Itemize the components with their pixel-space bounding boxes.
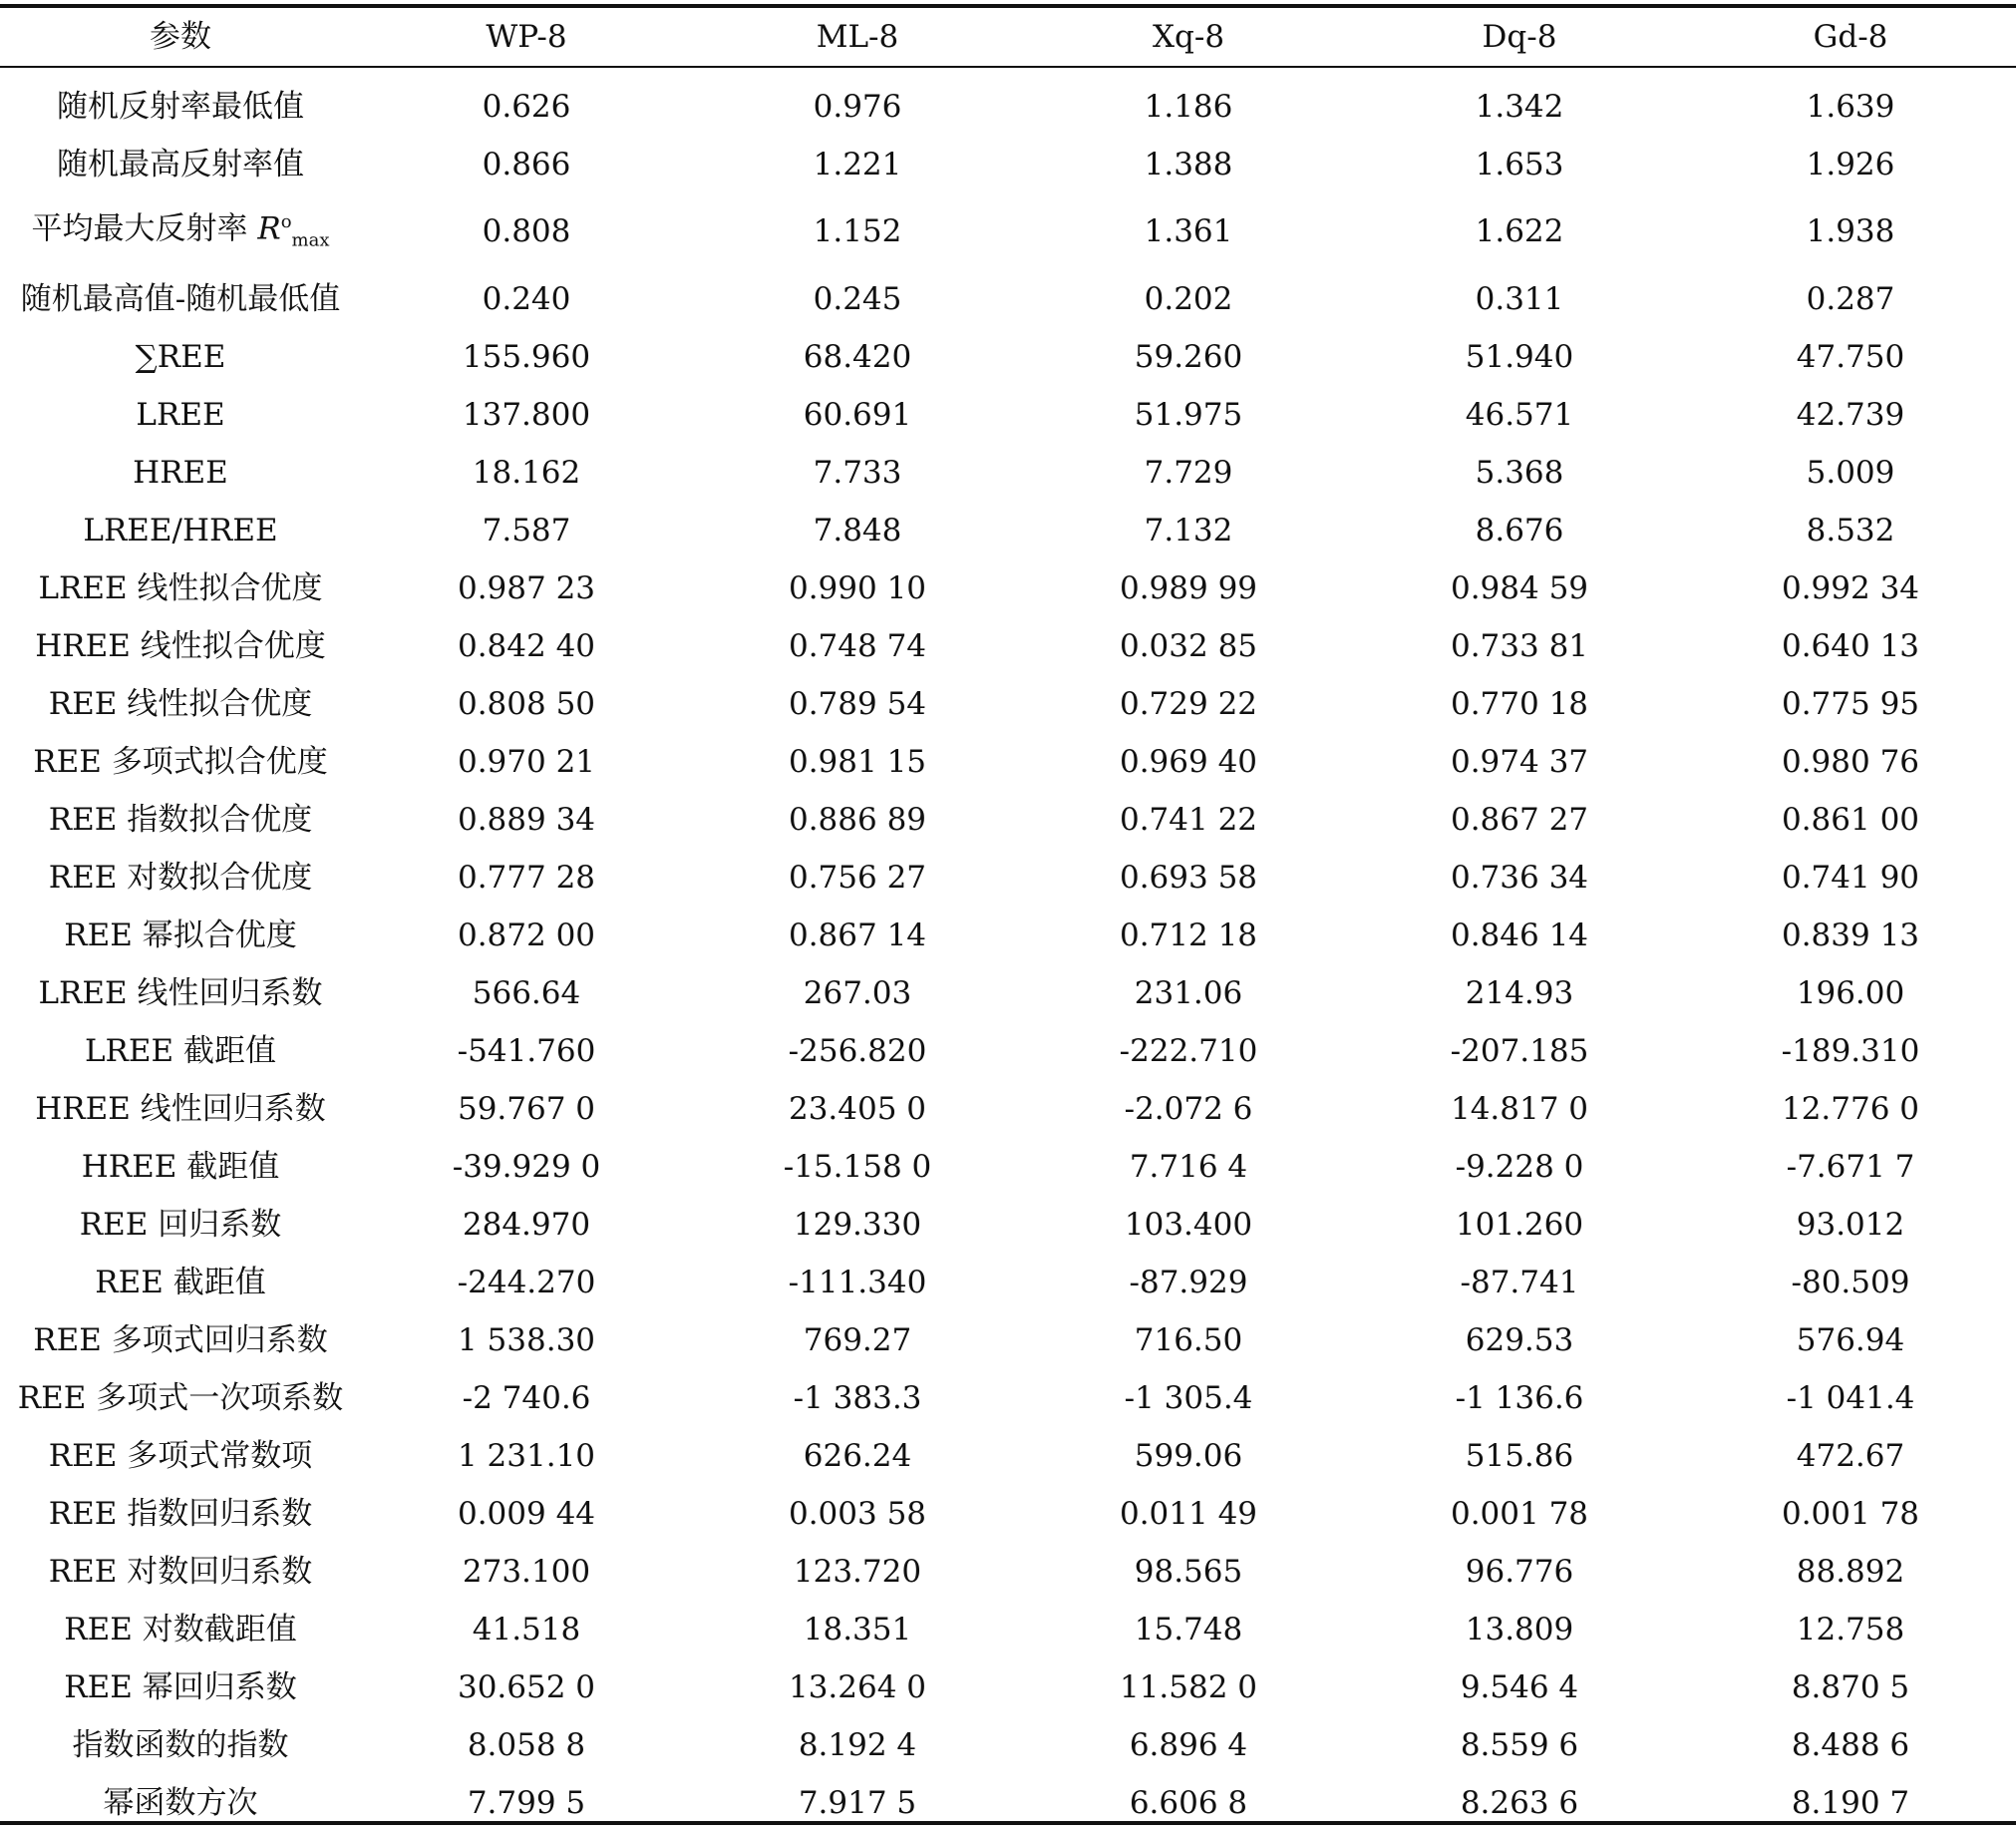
- table-cell: -222.710: [1119, 1032, 1258, 1069]
- table-row: [0, 193, 2016, 270]
- table-cell: 0.969 40: [1119, 743, 1258, 780]
- row-label-text: HREE 线性回归系数: [35, 1090, 326, 1127]
- table-row: [0, 136, 2016, 193]
- table-cell: 46.571: [1465, 396, 1574, 433]
- row-label-text: REE 截距值: [95, 1264, 266, 1300]
- row-label-text: REE 回归系数: [79, 1206, 282, 1243]
- table-cell: 0.640 13: [1781, 627, 1920, 664]
- row-label-text: ∑REE: [135, 338, 226, 375]
- row-label: [0, 66, 361, 136]
- table-cell: 13.264 0: [788, 1668, 927, 1705]
- table-row: [0, 1254, 2016, 1311]
- table-row: [0, 444, 2016, 502]
- table-row: [0, 1138, 2016, 1196]
- table-cell: 0.861 00: [1781, 801, 1920, 838]
- table-cell: 576.94: [1796, 1321, 1905, 1358]
- table-row: [0, 617, 2016, 675]
- row-label-text: REE 对数回归系数: [48, 1553, 313, 1590]
- table-cell: 0.808 50: [457, 685, 596, 722]
- table-cell: 0.980 76: [1781, 743, 1920, 780]
- table-row: [0, 849, 2016, 907]
- table-cell: -39.929 0: [452, 1148, 601, 1185]
- table-cell: 1.639: [1806, 89, 1895, 125]
- row-label: [0, 1254, 361, 1311]
- table-row: [0, 1485, 2016, 1543]
- row-label: [0, 1543, 361, 1601]
- table-cell: 8.058 8: [467, 1726, 586, 1763]
- row-label-text: HREE 线性拟合优度: [35, 627, 326, 664]
- table-cell: 1.622: [1475, 213, 1564, 250]
- row-label-subscript: max: [291, 229, 330, 251]
- table-cell: 0.733 81: [1450, 627, 1589, 664]
- row-label: [0, 733, 361, 791]
- row-label-text: REE 多项式回归系数: [33, 1321, 328, 1358]
- table-cell: 12.776 0: [1781, 1090, 1920, 1127]
- table-cell: 273.100: [462, 1553, 591, 1590]
- table-cell: 0.001 78: [1781, 1495, 1920, 1532]
- table-cell: 0.011 49: [1119, 1495, 1258, 1532]
- table-row: [0, 328, 2016, 386]
- table-row: [0, 386, 2016, 444]
- table-cell: 96.776: [1465, 1553, 1574, 1590]
- table-cell: 196.00: [1796, 974, 1905, 1011]
- row-label-text: REE 对数截距值: [64, 1611, 297, 1648]
- table-cell: 129.330: [793, 1206, 922, 1243]
- table-cell: 0.867 14: [788, 916, 927, 953]
- table-cell: 515.86: [1465, 1437, 1574, 1474]
- table-cell: -7.671 7: [1786, 1148, 1915, 1185]
- row-label: [0, 907, 361, 964]
- table-cell: -80.509: [1791, 1264, 1910, 1300]
- table-cell: -1 383.3: [793, 1379, 922, 1416]
- table-cell: 626.24: [803, 1437, 912, 1474]
- table-cell: 7.848: [813, 512, 902, 549]
- table-cell: 59.767 0: [457, 1090, 596, 1127]
- row-label: [0, 444, 361, 502]
- table-cell: 9.546 4: [1460, 1668, 1579, 1705]
- table-cell: 137.800: [462, 396, 591, 433]
- row-label: [0, 964, 361, 1022]
- table-cell: 6.606 8: [1129, 1784, 1248, 1821]
- row-label: [0, 1427, 361, 1485]
- table-row: [0, 1601, 2016, 1658]
- header-cell-ml8: ML-8: [816, 19, 899, 55]
- table-cell: 0.693 58: [1119, 859, 1258, 896]
- table-cell: 47.750: [1796, 338, 1905, 375]
- row-label: [0, 502, 361, 559]
- table-cell: 5.368: [1475, 454, 1564, 491]
- table-cell: 8.488 6: [1791, 1726, 1910, 1763]
- table-cell: -189.310: [1781, 1032, 1920, 1069]
- table-row: [0, 1080, 2016, 1138]
- table-cell: 0.970 21: [457, 743, 596, 780]
- table-cell: -9.228 0: [1455, 1148, 1584, 1185]
- table-cell: 8.532: [1806, 512, 1895, 549]
- table-row: [0, 1022, 2016, 1080]
- table-cell: 1.938: [1806, 213, 1895, 250]
- table-cell: 68.420: [803, 338, 912, 375]
- table-cell: 0.736 34: [1450, 859, 1589, 896]
- row-label-text: 随机最高值-随机最低值: [20, 280, 341, 317]
- table-cell: 1.388: [1144, 147, 1233, 183]
- table-cell: 0.989 99: [1119, 569, 1258, 606]
- row-label: [0, 617, 361, 675]
- table-row: [0, 964, 2016, 1022]
- table-cell: 7.917 5: [798, 1784, 917, 1821]
- header-cell-xq8: Xq-8: [1152, 19, 1225, 55]
- row-label-text: 随机最高反射率值: [57, 147, 304, 183]
- table-row: [0, 907, 2016, 964]
- row-label-text: REE 幂回归系数: [64, 1668, 297, 1705]
- table-cell: 599.06: [1134, 1437, 1243, 1474]
- table-row: [0, 559, 2016, 617]
- table-cell: 51.975: [1134, 396, 1243, 433]
- table-cell: 0.866: [482, 147, 571, 183]
- row-label: [0, 386, 361, 444]
- row-label: [0, 1196, 361, 1254]
- table-cell: 12.758: [1796, 1611, 1905, 1648]
- table-cell: 1.361: [1144, 213, 1233, 250]
- row-label-text: 指数函数的指数: [72, 1726, 289, 1763]
- table-cell: 0.990 10: [788, 569, 927, 606]
- table-cell: 566.64: [472, 974, 581, 1011]
- table-cell: 11.582 0: [1119, 1668, 1258, 1705]
- table-cell: -87.929: [1129, 1264, 1248, 1300]
- table-cell: 284.970: [462, 1206, 591, 1243]
- table-cell: 103.400: [1124, 1206, 1253, 1243]
- row-label-text: REE 指数回归系数: [48, 1495, 313, 1532]
- table-cell: 7.799 5: [467, 1784, 586, 1821]
- table-cell: 0.992 34: [1781, 569, 1920, 606]
- table-cell: 0.867 27: [1450, 801, 1589, 838]
- row-label-text: LREE 线性回归系数: [38, 974, 323, 1011]
- table-row: [0, 1427, 2016, 1485]
- table-cell: -15.158 0: [783, 1148, 932, 1185]
- table-cell: 629.53: [1465, 1321, 1574, 1358]
- row-label-text: HREE: [133, 454, 228, 491]
- row-label: [0, 193, 361, 270]
- table-cell: 7.132: [1144, 512, 1233, 549]
- table-cell: 60.691: [803, 396, 912, 433]
- table-cell: 472.67: [1796, 1437, 1905, 1474]
- row-label-text: 幂函数方次: [103, 1784, 258, 1821]
- row-label: [0, 1022, 361, 1080]
- table-cell: 231.06: [1134, 974, 1243, 1011]
- table-cell: 0.245: [813, 280, 902, 317]
- table-cell: 0.712 18: [1119, 916, 1258, 953]
- table-cell: 769.27: [803, 1321, 912, 1358]
- row-label: [0, 559, 361, 617]
- row-label-text: REE 多项式一次项系数: [17, 1379, 344, 1416]
- row-label: [0, 791, 361, 849]
- table-cell: 0.741 90: [1781, 859, 1920, 896]
- parameter-table: [0, 8, 2016, 1832]
- table-row: [0, 791, 2016, 849]
- table-cell: 0.001 78: [1450, 1495, 1589, 1532]
- header-cell-dq8: Dq-8: [1482, 19, 1557, 55]
- table-cell: 0.009 44: [457, 1495, 596, 1532]
- row-label-text: LREE: [136, 396, 225, 433]
- table-cell: -541.760: [457, 1032, 596, 1069]
- row-label: [0, 1369, 361, 1427]
- table-cell: 0.974 37: [1450, 743, 1589, 780]
- table-cell: -87.741: [1460, 1264, 1579, 1300]
- table-cell: 0.287: [1806, 280, 1895, 317]
- table-cell: -256.820: [788, 1032, 927, 1069]
- row-label: [0, 136, 361, 193]
- table-cell: 0.748 74: [788, 627, 927, 664]
- table-row: [0, 1716, 2016, 1774]
- header-cell-wp8: WP-8: [486, 19, 567, 55]
- table-cell: -207.185: [1450, 1032, 1589, 1069]
- table-cell: 0.756 27: [788, 859, 927, 896]
- row-label-text: LREE 截距值: [84, 1032, 277, 1069]
- table-cell: -1 136.6: [1455, 1379, 1584, 1416]
- table-cell: 0.842 40: [457, 627, 596, 664]
- table-cell: 1 538.30: [457, 1321, 596, 1358]
- table-cell: 716.50: [1134, 1321, 1243, 1358]
- table-cell: 1.653: [1475, 147, 1564, 183]
- table-cell: 0.777 28: [457, 859, 596, 896]
- header-cell-param: 参数: [150, 19, 211, 55]
- table-cell: 8.676: [1475, 512, 1564, 549]
- row-label-superscript: o: [280, 211, 292, 232]
- header-row: [0, 8, 2016, 66]
- table-cell: 41.518: [472, 1611, 581, 1648]
- row-label: [0, 675, 361, 733]
- row-label: [0, 1658, 361, 1716]
- table-cell: 1.926: [1806, 147, 1895, 183]
- table-cell: 7.729: [1144, 454, 1233, 491]
- row-label-text: LREE 线性拟合优度: [38, 569, 323, 606]
- table-cell: -111.340: [788, 1264, 927, 1300]
- table-cell: 1.152: [813, 213, 902, 250]
- table-cell: 7.716 4: [1129, 1148, 1248, 1185]
- row-label-text: HREE 截距值: [81, 1148, 280, 1185]
- table-row: [0, 675, 2016, 733]
- table-cell: 0.032 85: [1119, 627, 1258, 664]
- row-label-symbol: R: [257, 210, 281, 247]
- table-row: [0, 1369, 2016, 1427]
- table-cell: 0.872 00: [457, 916, 596, 953]
- table-row: [0, 1658, 2016, 1716]
- table-cell: -1 305.4: [1124, 1379, 1253, 1416]
- table-cell: 1 231.10: [457, 1437, 596, 1474]
- table-row: [0, 66, 2016, 136]
- row-label-text: REE 多项式常数项: [48, 1437, 313, 1474]
- table-cell: 0.003 58: [788, 1495, 927, 1532]
- table-cell: 101.260: [1455, 1206, 1584, 1243]
- table-row: [0, 502, 2016, 559]
- table-row: [0, 1311, 2016, 1369]
- table-cell: 93.012: [1796, 1206, 1905, 1243]
- table-cell: 88.892: [1796, 1553, 1905, 1590]
- table-cell: 5.009: [1806, 454, 1895, 491]
- table-cell: 0.808: [482, 213, 571, 250]
- table-row: [0, 1774, 2016, 1832]
- table-cell: 267.03: [803, 974, 912, 1011]
- table-cell: 8.192 4: [798, 1726, 917, 1763]
- table-cell: 8.263 6: [1460, 1784, 1579, 1821]
- row-label: [0, 849, 361, 907]
- table-row: [0, 1196, 2016, 1254]
- row-label: [0, 1716, 361, 1774]
- table-cell: 98.565: [1134, 1553, 1243, 1590]
- table-cell: 23.405 0: [788, 1090, 927, 1127]
- table-cell: 14.817 0: [1450, 1090, 1589, 1127]
- row-label: [0, 328, 361, 386]
- table-cell: 1.342: [1475, 89, 1564, 125]
- table-cell: 0.770 18: [1450, 685, 1589, 722]
- table-cell: 0.775 95: [1781, 685, 1920, 722]
- row-label: [0, 1138, 361, 1196]
- table-cell: 0.976: [813, 89, 902, 125]
- table-cell: 123.720: [793, 1553, 922, 1590]
- table-row: [0, 733, 2016, 791]
- table-cell: 0.889 34: [457, 801, 596, 838]
- table-cell: 18.351: [803, 1611, 912, 1648]
- table-cell: 0.729 22: [1119, 685, 1258, 722]
- table-cell: 8.870 5: [1791, 1668, 1910, 1705]
- row-label-text: REE 指数拟合优度: [48, 801, 313, 838]
- table-cell: -244.270: [457, 1264, 596, 1300]
- table-cell: 51.940: [1465, 338, 1574, 375]
- table-cell: 6.896 4: [1129, 1726, 1248, 1763]
- row-label: [0, 1485, 361, 1543]
- table-cell: 0.839 13: [1781, 916, 1920, 953]
- row-label: [0, 1601, 361, 1658]
- table-cell: 8.190 7: [1791, 1784, 1910, 1821]
- table-cell: 155.960: [462, 338, 591, 375]
- table-cell: 1.221: [813, 147, 902, 183]
- header-cell-gd8: Gd-8: [1813, 19, 1888, 55]
- table-cell: 0.984 59: [1450, 569, 1589, 606]
- table-cell: -1 041.4: [1786, 1379, 1915, 1416]
- table-cell: 0.240: [482, 280, 571, 317]
- table-cell: 18.162: [472, 454, 581, 491]
- table-row: [0, 1543, 2016, 1601]
- table-cell: 214.93: [1465, 974, 1574, 1011]
- row-label-text: LREE/HREE: [83, 512, 278, 549]
- row-label: [0, 270, 361, 328]
- table-cell: 0.202: [1144, 280, 1233, 317]
- table-cell: 0.987 23: [457, 569, 596, 606]
- table-cell: 15.748: [1134, 1611, 1243, 1648]
- table-cell: 0.886 89: [788, 801, 927, 838]
- table-cell: 0.981 15: [788, 743, 927, 780]
- table-cell: 7.587: [482, 512, 571, 549]
- table-cell: 42.739: [1796, 396, 1905, 433]
- table-cell: 0.741 22: [1119, 801, 1258, 838]
- row-label-text: REE 线性拟合优度: [48, 685, 313, 722]
- table-cell: -2.072 6: [1124, 1090, 1253, 1127]
- table-cell: 8.559 6: [1460, 1726, 1579, 1763]
- row-label-text: REE 幂拟合优度: [64, 916, 297, 953]
- row-label-text: 平均最大反射率: [31, 210, 258, 247]
- table-cell: 7.733: [813, 454, 902, 491]
- table-cell: 13.809: [1465, 1611, 1574, 1648]
- row-label-text: REE 对数拟合优度: [48, 859, 313, 896]
- table-cell: 0.626: [482, 89, 571, 125]
- row-label: [0, 1311, 361, 1369]
- table-cell: -2 740.6: [462, 1379, 591, 1416]
- row-label-text: 随机反射率最低值: [57, 89, 304, 125]
- table-cell: 30.652 0: [457, 1668, 596, 1705]
- row-label: [0, 1774, 361, 1832]
- table-row: [0, 270, 2016, 328]
- row-label: [0, 1080, 361, 1138]
- table-cell: 0.846 14: [1450, 916, 1589, 953]
- table-body: [0, 66, 2016, 1832]
- table-cell: 0.311: [1475, 280, 1564, 317]
- table-cell: 1.186: [1144, 89, 1233, 125]
- table-cell: 59.260: [1134, 338, 1243, 375]
- row-label-text: REE 多项式拟合优度: [33, 743, 328, 780]
- table-cell: 0.789 54: [788, 685, 927, 722]
